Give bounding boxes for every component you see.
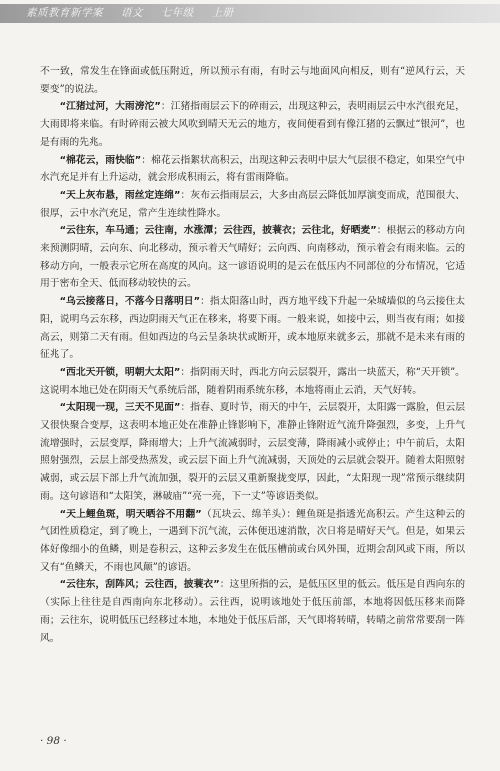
page-header <box>0 0 500 30</box>
paragraph-text: ：指春、夏时节，雨天的中午，云层裂开，太阳露一露脸，但云层又很快聚合变厚，这表明本地正处在准静止锋影响下，准静止锋附近气流升降强烈，多变，上升气流增强时，云层变厚，降雨增大；上升气流减弱时，云层变薄，降雨减小或停止；中午前后，太阳照射强烈，云层上部受热蒸发，或云层下面上升气流减弱，天顶处的云层就会裂开。随着太阳照射减弱，或云层下部上升气流加强，裂开的云层又重新聚拢变厚，因此，“太阳现一现”常预示继续阴雨。这句谚语和“太阳笑，淋破庙”“亮一亮，下一丈”等谚语类似。 <box>40 402 465 502</box>
page-body <box>40 63 465 647</box>
paragraph-5 <box>40 293 465 364</box>
paragraph-text: ：这里所指的云，是低压区里的低云。低压是自西向东的（实际上往往是自西南向东北移动）。云往西，说明该地处于低压前部，本地将因低压移来而降雨；云往东，说明低压已经移过本地，本地处于低压后部，天气即将转晴，转晴之前常常要刮一阵风。 <box>40 579 465 644</box>
header-text <box>26 5 248 20</box>
header-subject: 语文 <box>120 7 143 19</box>
proverb-bold: “云往东，刮阵风；云往西，披蓑衣” <box>59 579 220 591</box>
paragraph-text: ：指阴雨天时，西北方向云层裂开，露出一块蓝天，称“天开锁”。这说明本地已处在阴雨天气系统后部，随着阴雨系统东移，本地将雨止云消，天气好转。 <box>40 366 465 396</box>
paragraph-6 <box>40 364 465 399</box>
paragraph-2 <box>40 152 465 187</box>
paragraph-text: ：灰布云指雨层云，大多由高层云降低加厚演变而成，范围很大、很厚，云中水汽充足，常产生连续性降水。 <box>40 189 465 219</box>
paragraph-7 <box>40 399 465 505</box>
proverb-bold: “江猪过河，大雨滂沱” <box>59 101 161 113</box>
header-volume: 上册 <box>211 7 234 19</box>
proverb-bold: “天上鲤鱼斑，明天晒谷不用翻” <box>59 508 202 520</box>
paragraph-8 <box>40 506 465 577</box>
proverb-bold: “云往东，车马通；云往南，水涨潭；云往西，披蓑衣；云往北，好晒麦” <box>59 225 377 237</box>
proverb-bold: “西北天开锁，明朝大太阳” <box>59 366 181 378</box>
paragraph-text: ：根据云的移动方向来预测阴晴，云向东、向北移动，预示着天气晴好；云向西、向南移动，预示着会有雨来临。云的移动方向，一般表示它所在高度的风向。这一谚语说明的是云在低压内不同部位的分布情况，它适用于密布全天、低而移动较快的云。 <box>40 225 465 290</box>
paragraph-0 <box>40 63 465 98</box>
paragraph-1 <box>40 98 465 151</box>
paragraph-text: ：棉花云指絮状高积云，出现这种云表明中层大气层很不稳定，如果空气中水汽充足并有上升运动，就会形成积雨云，将有雷雨降临。 <box>40 154 465 184</box>
proverb-bold: “棉花云，雨快临” <box>59 154 142 166</box>
paragraph-9 <box>40 576 465 647</box>
proverb-bold: “乌云接落日，不落今日落明日” <box>59 296 201 308</box>
header-book-title: 素质教育新学案 <box>26 7 103 19</box>
paragraph-text: ：江猪指雨层云下的碎雨云，出现这种云，表明雨层云中水汽很充足，大雨即将来临。有时碎雨云被大风吹到晴天无云的地方，夜间便看到有像江猪的云飘过“银河”，也是有雨的先兆。 <box>40 101 465 148</box>
paragraph-3 <box>40 187 465 222</box>
paragraph-text: （瓦块云、绵羊头）：鲤鱼斑是指透光高积云。产生这种云的气团性质稳定，到了晚上，一遇到下沉气流，云体便迅速消散，次日将是晴好天气。但是，如果云体好像细小的鱼鳞，则是卷积云，这种云多发生在低压槽前或台风外围，近期会刮风或下雨，所以又有“鱼鳞天，不雨也风颠”的谚语。 <box>40 508 465 573</box>
paragraph-4 <box>40 222 465 293</box>
paragraph-text: ：指太阳落山时，西方地平线下升起一朵城墙似的乌云接住太阳，说明乌云东移，西边阴雨天气正在移来，将要下雨。一般来说，如接中云，则当夜有雨；如接高云，则第二天有雨。但如西边的乌云呈条块状或断开，或本地原来就多云，那就不是未来有雨的征兆了。 <box>40 296 465 361</box>
header-grade: 七年级 <box>160 7 194 19</box>
proverb-bold: “天上灰布悬，雨丝定连绵” <box>59 189 181 201</box>
paragraph-text: 不一致，常发生在锋面或低压附近，所以预示有雨，有时云与地面风向相反，则有“逆风行云，天要变”的说法。 <box>40 66 465 95</box>
proverb-bold: “太阳现一现，三天不见面” <box>59 402 181 414</box>
page-number: · 98 · <box>40 735 67 747</box>
